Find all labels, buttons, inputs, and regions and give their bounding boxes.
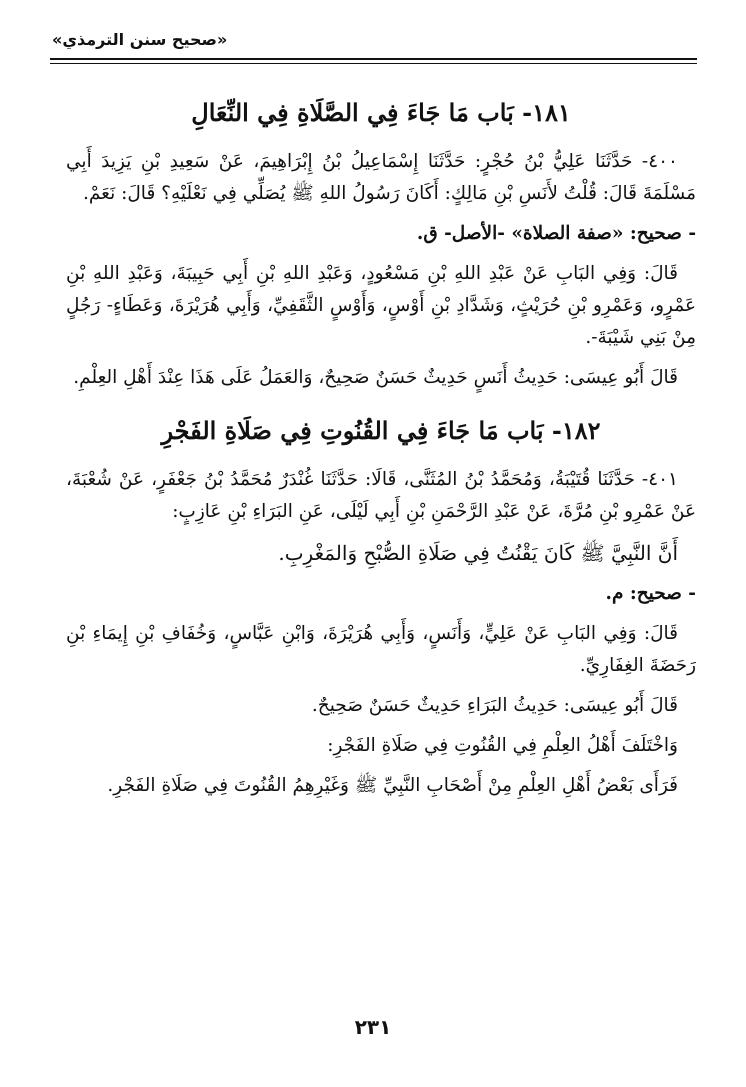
running-head: «صحيح سنن الترمذي» bbox=[52, 30, 228, 49]
hadith-401-tirmidhi-comment: قَالَ أَبُو عِيسَى: حَدِيثُ البَرَاءِ حَدِيثٌ حَسَنٌ صَحِيحٌ. bbox=[311, 695, 678, 716]
hadith-400-related: قَالَ: وَفِي البَابِ عَنْ عَبْدِ اللهِ بْنِ مَسْعُودٍ، وَعَبْدِ اللهِ بْنِ أَبِي حَبِيبَةَ، وَعَبْدِ اللهِ بْنِ عَمْرٍو، وَعَمْرِو بْنِ حُرَيْثٍ، وَشَدَّادِ بْنِ أَوْسٍ، وَأَوْسٍ الثَّقَفِيِّ، وَأَبِي هُرَيْرَةَ، وَعَطَاءٍ- رَجُلٍ مِنْ بَنِي شَيْبَةَ-. bbox=[66, 263, 696, 348]
hadith-401-disagreement: وَاخْتَلَفَ أَهْلُ العِلْمِ فِي القُنُوتِ فِي صَلَاةِ الفَجْرِ: bbox=[327, 735, 678, 756]
hadith-401-text: أَنَّ النَّبِيَّ ﷺ كَانَ يَقْنُتُ فِي صَلَاةِ الصُّبْحِ وَالمَغْرِبِ. bbox=[278, 541, 678, 565]
hadith-400-tirmidhi-comment: قَالَ أَبُو عِيسَى: حَدِيثُ أَنَسٍ حَدِيثٌ حَسَنٌ صَحِيحٌ، وَالعَمَلُ عَلَى هَذَا عِنْدَ أَهْلِ العِلْمِ. bbox=[73, 367, 678, 388]
header-rule-thin bbox=[50, 63, 697, 64]
hadith-400-isnad: ٤٠٠- حَدَّثَنَا عَلِيُّ بْنُ حُجْرٍ: حَدَّثَنَا إِسْمَاعِيلُ بْنُ إِبْرَاهِيمَ، عَنْ سَعِيدِ بْنِ يَزِيدَ أَبِي مَسْلَمَةَ قَالَ: قُلْتُ لأَنَسِ بْنِ مَالِكٍ: أَكَانَ رَسُولُ اللهِ ﷺ يُصَلِّي فِي نَعْلَيْهِ؟ قَالَ: نَعَمْ. bbox=[66, 151, 696, 204]
page-number: ٢٣١ bbox=[354, 1015, 392, 1039]
hadith-401-grade: - صحيح: م. bbox=[605, 583, 696, 604]
chapter-182-heading: ١٨٢- بَاب مَا جَاءَ فِي القُنُوتِ فِي صَلَاةِ الفَجْرِ bbox=[161, 416, 601, 445]
chapter-181-heading: ١٨١- بَاب مَا جَاءَ فِي الصَّلَاةِ فِي النِّعَالِ bbox=[191, 98, 571, 127]
hadith-401-related: قَالَ: وَفِي البَابِ عَنْ عَلِيٍّ، وَأَنَسٍ، وَأَبِي هُرَيْرَةَ، وَابْنِ عَبَّاسٍ، وَخُفَافِ بْنِ إِيمَاءِ بْنِ رَحَضَةَ الغِفَارِيِّ. bbox=[66, 623, 696, 676]
hadith-400-grade: - صحيح: «صفة الصلاة» -الأصل- ق. bbox=[416, 223, 696, 244]
hadith-401-opinion: فَرَأَى بَعْضُ أَهْلِ العِلْمِ مِنْ أَصْحَابِ النَّبِيِّ ﷺ وَغَيْرِهِمُ القُنُوتَ فِي صَلَاةِ الفَجْرِ. bbox=[107, 775, 678, 796]
hadith-401-isnad: ٤٠١- حَدَّثَنَا قُتَيْبَةُ، وَمُحَمَّدُ بْنُ المُثَنَّى، قَالَا: حَدَّثَنَا غُنْدَرٌ مُحَمَّدُ بْنُ جَعْفَرٍ، عَنْ شُعْبَةَ، عَنْ عَمْرِو بْنِ مُرَّةَ، عَنْ عَبْدِ الرَّحْمَنِ بْنِ أَبِي لَيْلَى، عَنِ البَرَاءِ بْنِ عَازِبٍ: bbox=[66, 469, 696, 522]
page-body bbox=[66, 98, 696, 810]
header-rule-thick bbox=[50, 58, 697, 60]
